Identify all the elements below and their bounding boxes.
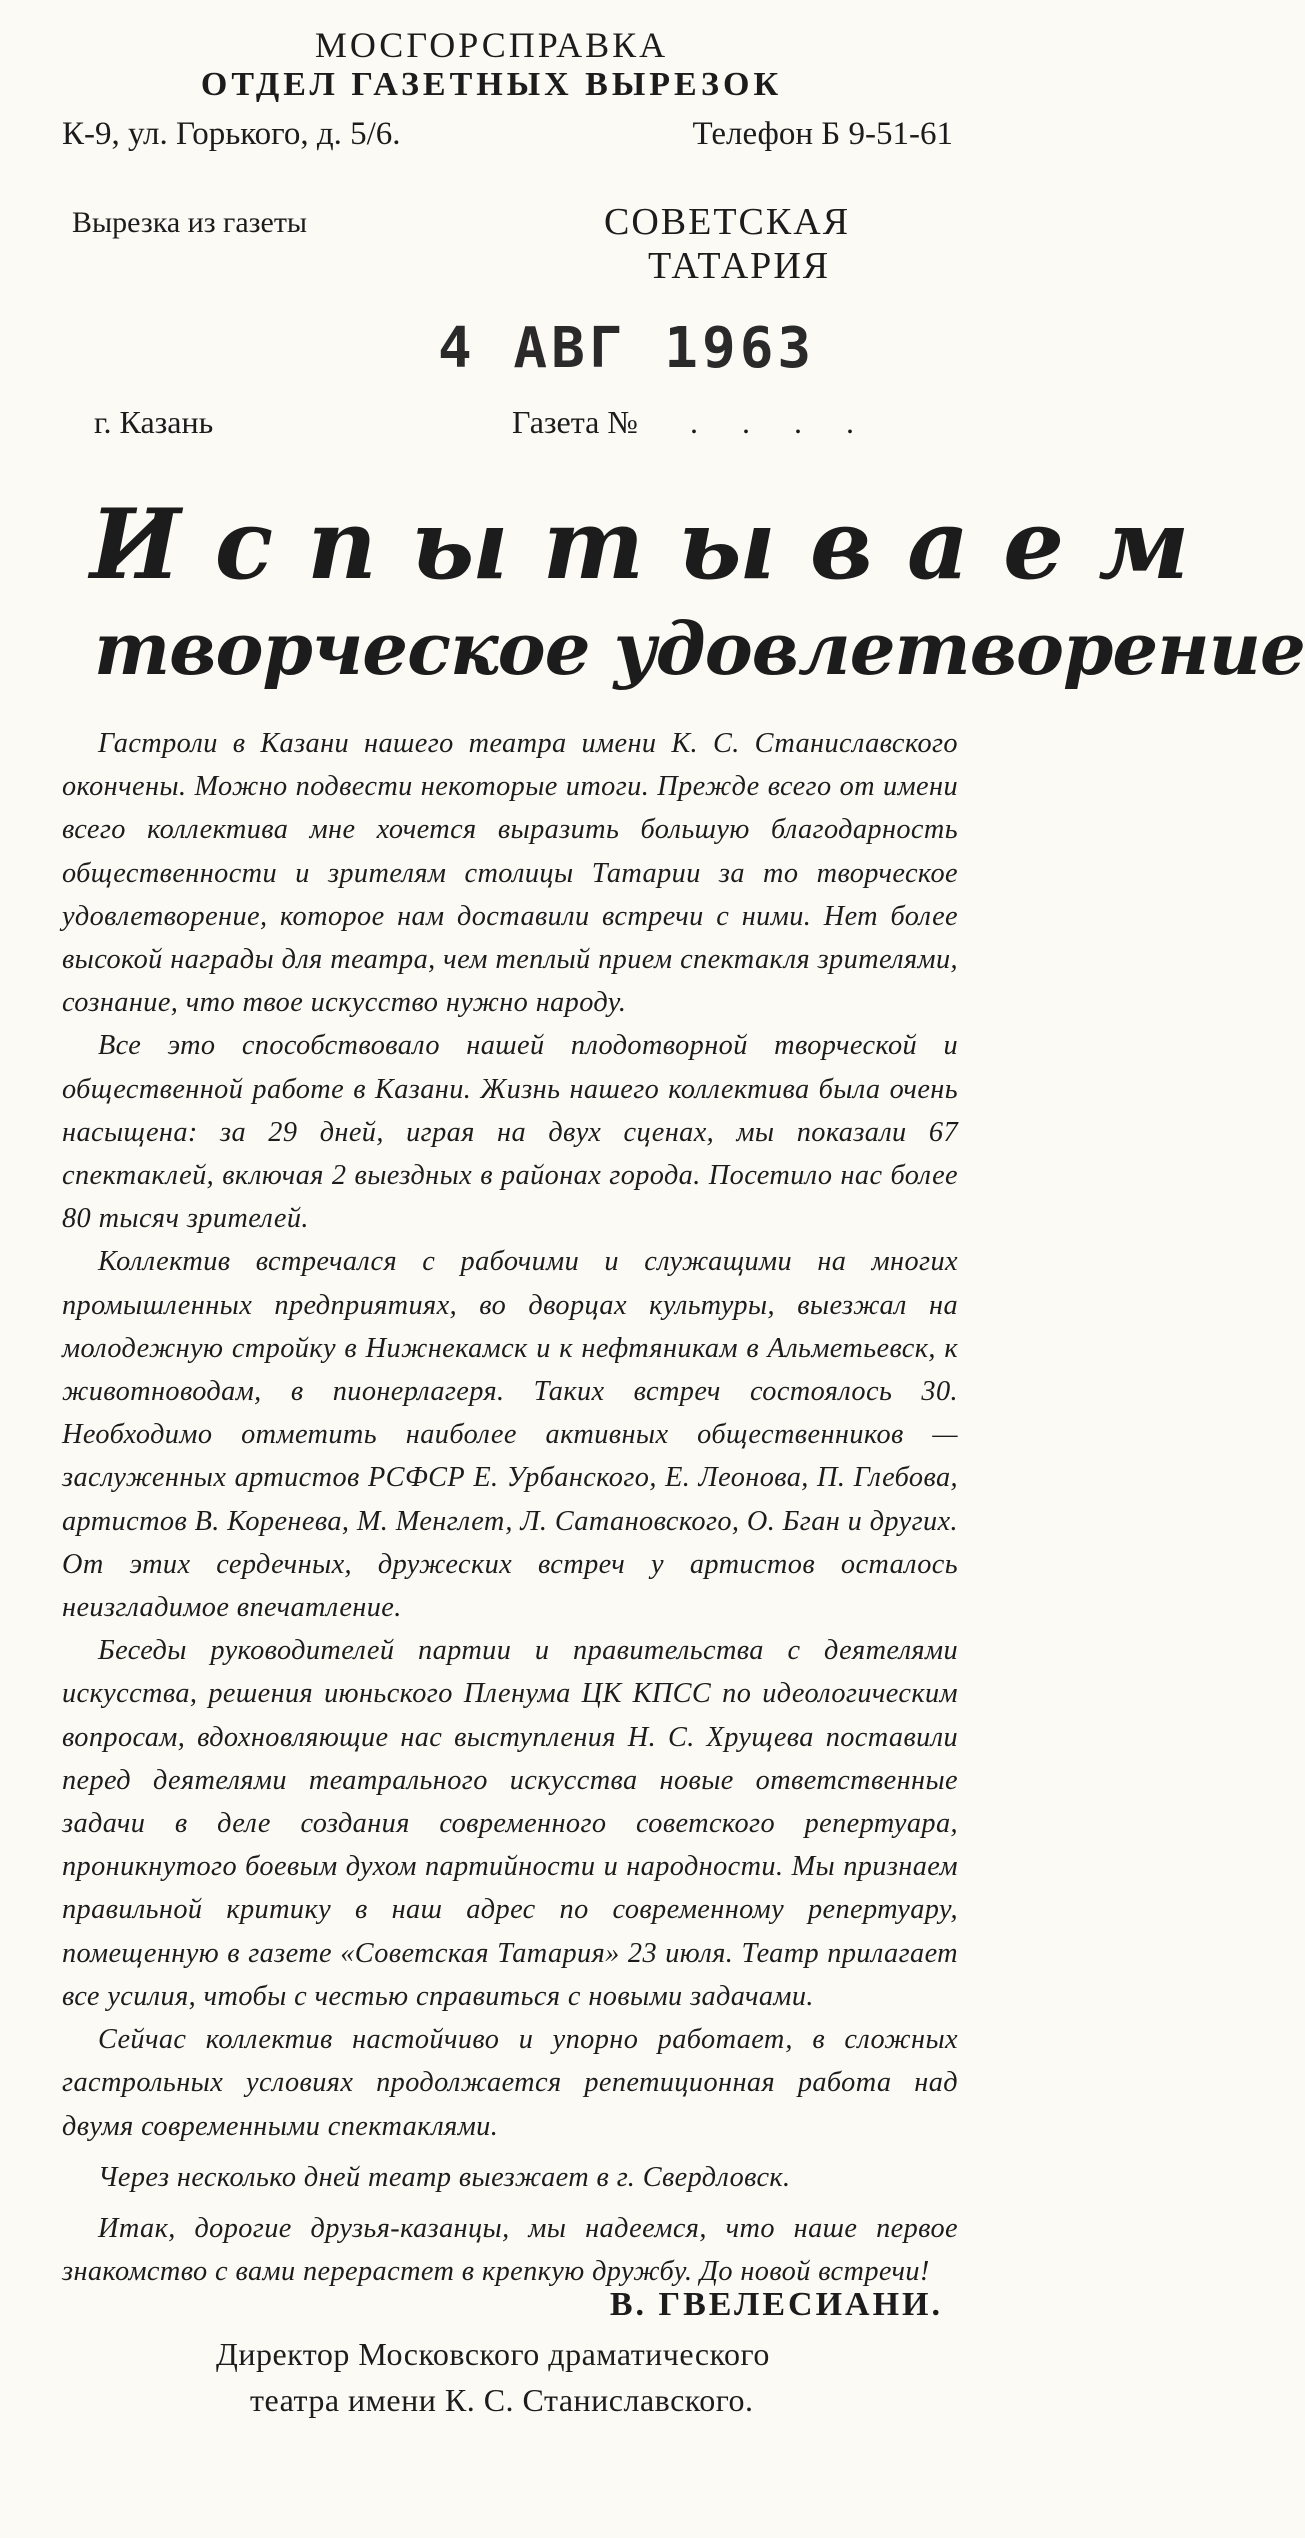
dotted-fill: . . . . xyxy=(690,404,872,440)
gazeta-number-label: Газета № xyxy=(512,404,638,440)
paragraph: Через несколько дней театр выезжает в г. Свердловск. xyxy=(98,2161,791,2193)
paragraph: Беседы руководителей партии и правительства с деятелями искусства, решения июньского Пленума ЦК КПСС по идеологическим вопросам, вдохновляющие нас выступления Н. С. Хрущева поставили перед деятелями театрального искусства новые ответственные задачи в деле создания современного советского репертуара, проникнутого боевым духом партийности и народности. Мы признаем правильной критику в наш адрес по современному репертуару, помещенную в газете «Советская Татария» 23 июля. Театр прилагает все усилия, чтобы с честью справиться с новыми задачами. xyxy=(62,1635,958,2012)
phone: Телефон Б 9-51-61 xyxy=(692,116,953,152)
newspaper-name-line2: ТАТАРИЯ xyxy=(648,245,831,287)
clipping-label: Вырезка из газеты xyxy=(72,206,308,239)
author-role-line1: Директор Московского драматического xyxy=(216,2336,770,2372)
paragraph: Гастроли в Казани нашего театра имени К. С. Станиславского окончены. Можно подвести некоторые итоги. Прежде всего от имени всего коллектива мне хочется выразить большую благодарность общественности и зрителям столицы Татарии за то творческое удовлетворение, которое нам доставили встречи с ними. Нет более высокой награды для театра, чем теплый прием спектакля зрителями, сознание, что твое искусство нужно народу. xyxy=(62,728,958,1019)
agency-name: МОСГОРСПРАВКА xyxy=(314,25,669,65)
paragraph: Коллектив встречался с рабочими и служащими на многих промышленных предприятиях, во дворцах культуры, выезжал на молодежную стройку в Нижнекамск и к нефтяникам в Альметьевск, к животноводам, в пионерлагеря. Таких встреч состоялось 30. Необходимо отметить наиболее активных общественников — заслуженных артистов РСФСР Е. Урбанского, Е. Леонова, П. Глебова, артистов В. Коренева, М. Менглет, Л. Сатановского, О. Бган и других. От этих сердечных, дружеских встреч у артистов осталось неизгладимое впечатление. xyxy=(62,1246,958,1624)
address-line xyxy=(62,116,953,153)
city-label: г. Казань xyxy=(94,404,214,440)
author-signature: В. ГВЕЛЕСИАНИ. xyxy=(609,2286,943,2323)
department-name: ОТДЕЛ ГАЗЕТНЫХ ВЫРЕЗОК xyxy=(200,66,783,103)
author-role-line2: театра имени К. С. Станиславского. xyxy=(250,2382,754,2418)
paragraph: Сейчас коллектив настойчиво и упорно работает, в сложных гастрольных условиях продолжается репетиционная работа над двумя современными спектаклями. xyxy=(62,2024,958,2142)
newspaper-name-line1: СОВЕТСКАЯ xyxy=(604,201,851,243)
article-title-line2: творческое удовлетворение xyxy=(94,606,1305,691)
article-body xyxy=(62,722,958,2293)
address: К-9, ул. Горького, д. 5/6. xyxy=(62,116,401,152)
article-title-line1: Испытываем xyxy=(90,488,1224,601)
paragraph: Все это способствовало нашей плодотворной творческой и общественной работе в Казани. Жизнь нашего коллектива была очень насыщена: за 29 дней, играя на двух сценах, мы показали 67 спектаклей, включая 2 выездных в районах города. Посетило нас более 80 тысяч зрителей. xyxy=(62,1030,958,1235)
paragraph: Итак, дорогие друзья-казанцы, мы надеемся, что наше первое знакомство с вами перерастет в крепкую дружбу. До новой встречи! xyxy=(62,2212,958,2288)
date-stamp: 4 АВГ 1963 xyxy=(438,316,816,381)
